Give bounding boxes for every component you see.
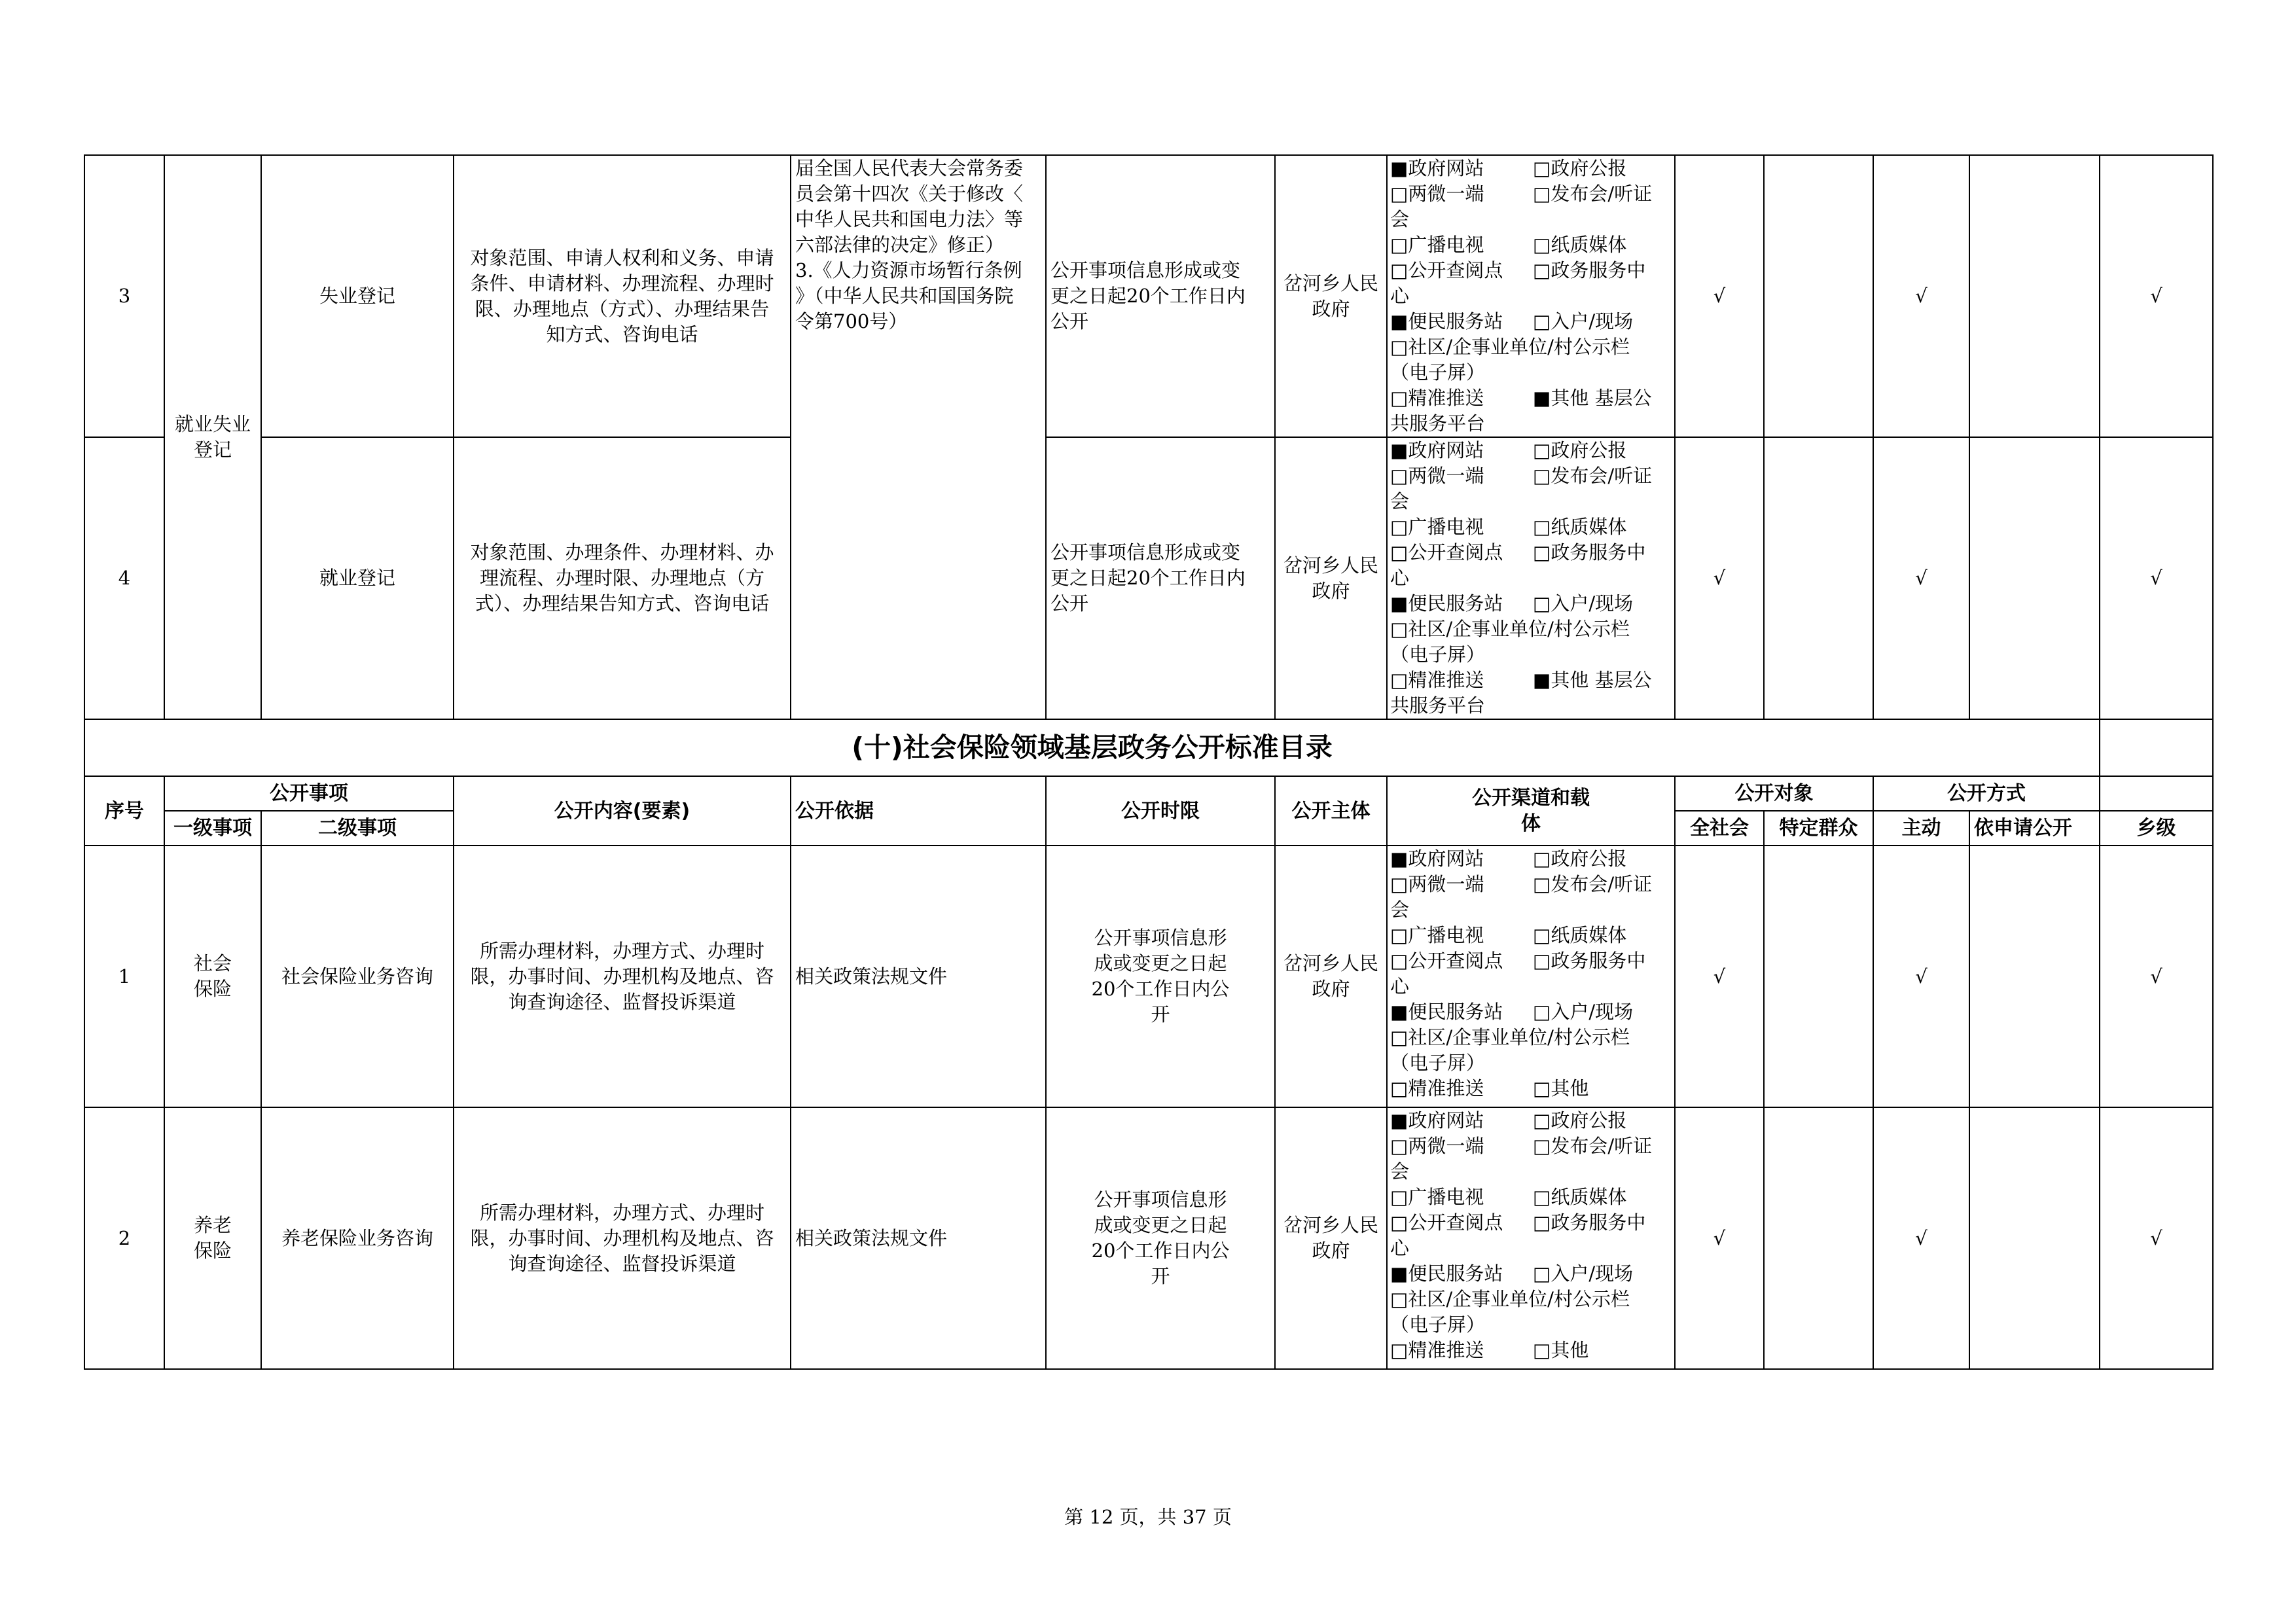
check-specific <box>1764 846 1873 1107</box>
text-line: 限、办理地点（方式）、办理结果告 <box>475 297 770 320</box>
channel-option-row <box>1390 540 1672 565</box>
channel-option: □入户/现场 <box>1533 1001 1634 1023</box>
section-title: (十)社会保险领域基层政务公开标准目录 <box>84 719 2100 776</box>
table-row <box>84 1107 2213 1369</box>
directory-table <box>84 154 2214 1370</box>
channel-option-row <box>1390 668 1672 693</box>
text-line: 所需办理材料，办理方式、办理时 <box>479 1201 764 1224</box>
check-active: √ <box>1873 846 1969 1107</box>
channel-option-row <box>1390 1025 1672 1050</box>
channel-option-row <box>1390 591 1672 616</box>
channel-option-row <box>1390 309 1672 334</box>
table-row <box>84 437 2213 719</box>
channel-option: 心 <box>1390 567 1410 589</box>
subject-text <box>1280 271 1382 322</box>
channel-option: 会 <box>1390 1160 1410 1183</box>
check-town: √ <box>2100 1107 2213 1369</box>
text-line: 对象范围、申请人权利和义务、申请 <box>470 246 774 269</box>
channel-option: □纸质媒体 <box>1533 924 1627 946</box>
time-text <box>1050 540 1270 616</box>
text-line: 更之日起20个工作日内 <box>1050 285 1246 307</box>
channel-option-row <box>1390 923 1672 948</box>
check-specific <box>1764 1107 1873 1369</box>
channel-option-row <box>1390 974 1672 999</box>
channel-option: □纸质媒体 <box>1533 234 1627 256</box>
text-line: 岔河乡人民 <box>1283 554 1378 577</box>
check-town: √ <box>2100 437 2213 719</box>
channel-option: ■政府网站 <box>1390 847 1484 870</box>
header-content: 公开内容(要素) <box>454 776 791 846</box>
channel-option-row <box>1390 181 1672 207</box>
subject-text <box>1280 1213 1382 1264</box>
channel-option: □发布会/听证 <box>1533 183 1653 205</box>
channel-option: 会 <box>1390 490 1410 512</box>
channel-option: □精准推送 <box>1390 387 1484 409</box>
channel-option: □公开查阅点 <box>1390 259 1503 281</box>
header-subject: 公开主体 <box>1275 776 1387 846</box>
channel-option: □其他 <box>1533 1339 1589 1361</box>
content-text <box>458 1200 786 1277</box>
header-all-society: 全社会 <box>1675 811 1764 846</box>
check-town: √ <box>2100 846 2213 1107</box>
text-line: 政府 <box>1312 297 1350 320</box>
channel-option-row <box>1390 1108 1672 1133</box>
channel-option: □社区/企事业单位/村公示栏 <box>1390 1026 1630 1048</box>
channel-cell <box>1387 1107 1675 1369</box>
channel-option: □政务服务中 <box>1533 259 1646 281</box>
channel-option: □两微一端 <box>1390 1135 1484 1157</box>
text-line: 岔河乡人民 <box>1283 1214 1378 1236</box>
channel-option-row <box>1390 1133 1672 1159</box>
check-active: √ <box>1873 1107 1969 1369</box>
channel-option-row <box>1390 207 1672 232</box>
section-title-row <box>84 719 2213 776</box>
channel-option: □入户/现场 <box>1533 1262 1634 1285</box>
text-line: 政府 <box>1312 1240 1350 1262</box>
time-text <box>1050 925 1270 1027</box>
channel-option: □入户/现场 <box>1533 592 1634 615</box>
text-line: 成或变更之日起 <box>1094 952 1227 974</box>
text-line: 公开事项信息形成或变 <box>1050 259 1241 281</box>
content-text <box>458 938 786 1015</box>
header-active: 主动 <box>1873 811 1969 846</box>
channel-option: □两微一端 <box>1390 465 1484 487</box>
channel-option-row <box>1390 1338 1672 1363</box>
content-cell <box>454 437 791 719</box>
check-all-society: √ <box>1675 155 1764 437</box>
header-level2: 二级事项 <box>261 811 454 846</box>
page-footer: 第 12 页，共 37 页 <box>1064 1506 1232 1528</box>
channel-option: □政务服务中 <box>1533 1211 1646 1234</box>
channel-option: □广播电视 <box>1390 234 1484 256</box>
text-line: 社会 <box>193 952 232 974</box>
channel-option-row <box>1390 360 1672 385</box>
check-on-request <box>1969 437 2100 719</box>
channel-option-row <box>1390 1159 1672 1185</box>
time-cell <box>1046 155 1275 437</box>
channel-option-row <box>1390 642 1672 668</box>
channel-option-row <box>1390 1210 1672 1236</box>
text-line: 公开事项信息形 <box>1094 1188 1227 1211</box>
header-items: 公开事项 <box>164 776 454 811</box>
content-cell <box>454 1107 791 1369</box>
content-cell <box>454 846 791 1107</box>
text-line: 就业失业 <box>174 413 251 435</box>
channel-option: □政府公报 <box>1533 157 1627 179</box>
channel-option: ■政府网站 <box>1390 157 1484 179</box>
channel-option-row <box>1390 334 1672 360</box>
channel-option-row <box>1390 616 1672 642</box>
channel-option: 心 <box>1390 285 1410 307</box>
text-line: 公开事项信息形成或变 <box>1050 541 1241 563</box>
header-specific: 特定群众 <box>1764 811 1873 846</box>
channel-option: □广播电视 <box>1390 924 1484 946</box>
table-row <box>84 846 2213 1107</box>
channel-option: □两微一端 <box>1390 183 1484 205</box>
text-line: 公开 <box>1050 310 1089 332</box>
channel-option: ■便民服务站 <box>1390 1001 1503 1023</box>
check-on-request <box>1969 1107 2100 1369</box>
channel-option-row <box>1390 1236 1672 1261</box>
channel-option: □发布会/听证 <box>1533 465 1653 487</box>
channel-option: （电子屏） <box>1390 361 1486 383</box>
channel-cell <box>1387 846 1675 1107</box>
text-line: 中华人民共和国电力法〉等 <box>795 208 1024 230</box>
channel-option: ■便民服务站 <box>1390 592 1503 615</box>
text-line: 岔河乡人民 <box>1283 952 1378 974</box>
channel-option: 心 <box>1390 1237 1410 1259</box>
check-on-request <box>1969 846 2100 1107</box>
text-line: 所需办理材料，办理方式、办理时 <box>479 939 764 962</box>
text-line: 对象范围、办理条件、办理材料、办 <box>470 541 774 563</box>
text-line: 登记 <box>193 438 232 461</box>
header-on-request: 依申请公开 <box>1969 811 2100 846</box>
channel-option: □政府公报 <box>1533 1109 1627 1132</box>
channel-option-row <box>1390 897 1672 923</box>
channel-list <box>1390 846 1672 1101</box>
channel-option: □精准推送 <box>1390 1339 1484 1361</box>
subject-cell <box>1275 437 1387 719</box>
channel-option-row <box>1390 948 1672 974</box>
channel-option-row <box>1390 846 1672 872</box>
channel-option: （电子屏） <box>1390 1313 1486 1336</box>
channel-option-row <box>1390 514 1672 540</box>
text-line: 令第700号） <box>795 310 908 332</box>
check-specific <box>1764 155 1873 437</box>
time-text <box>1050 1187 1270 1289</box>
channel-option-row <box>1390 999 1672 1025</box>
channel-cell <box>1387 437 1675 719</box>
channel-option: □政务服务中 <box>1533 950 1646 972</box>
seq-cell: 3 <box>84 155 164 437</box>
text-line: 保险 <box>193 1240 232 1262</box>
channel-option-row <box>1390 463 1672 489</box>
channel-option: 会 <box>1390 899 1410 921</box>
channel-option: □政务服务中 <box>1533 541 1646 563</box>
subject-text <box>1280 951 1382 1002</box>
channel-list <box>1390 156 1672 437</box>
channel-option-row <box>1390 1261 1672 1287</box>
check-all-society: √ <box>1675 1107 1764 1369</box>
table-row <box>84 155 2213 437</box>
level1-text <box>169 951 257 1002</box>
text-line: 体 <box>1521 812 1541 835</box>
header-channel-text <box>1391 785 1670 836</box>
channel-option-row <box>1390 258 1672 283</box>
check-town: √ <box>2100 155 2213 437</box>
channel-option: □纸质媒体 <box>1533 1186 1627 1208</box>
channel-option: 心 <box>1390 975 1410 997</box>
text-line: 询查询途径、监督投诉渠道 <box>508 990 736 1013</box>
channel-option: □纸质媒体 <box>1533 516 1627 538</box>
header-blank <box>2100 776 2213 811</box>
text-line: 公开 <box>1050 592 1089 615</box>
channel-option-row <box>1390 489 1672 514</box>
channel-option-row <box>1390 411 1672 437</box>
channel-option: ■其他 基层公 <box>1533 669 1652 691</box>
channel-option-row <box>1390 1287 1672 1312</box>
channel-option: □政府公报 <box>1533 847 1627 870</box>
channel-option: □其他 <box>1533 1077 1589 1099</box>
channel-option: □发布会/听证 <box>1533 873 1653 895</box>
text-line: 20个工作日内公 <box>1091 978 1230 1000</box>
level1-cell <box>164 1107 261 1369</box>
seq-cell: 4 <box>84 437 164 719</box>
header-basis: 公开依据 <box>791 776 1046 846</box>
time-cell <box>1046 846 1275 1107</box>
channel-list <box>1390 1108 1672 1363</box>
subject-text <box>1280 553 1382 604</box>
channel-option-row <box>1390 385 1672 411</box>
level2-cell: 养老保险业务咨询 <box>261 1107 454 1369</box>
level2-cell: 失业登记 <box>261 155 454 437</box>
channel-list <box>1390 438 1672 719</box>
channel-option: （电子屏） <box>1390 643 1486 666</box>
channel-option: □公开查阅点 <box>1390 1211 1503 1234</box>
header-town: 乡级 <box>2100 811 2213 846</box>
text-line: 3.《人力资源市场暂行条例 <box>795 259 1022 281</box>
level1-cell <box>164 155 261 719</box>
text-line: 开 <box>1151 1003 1170 1026</box>
section-title-blank <box>2100 719 2213 776</box>
basis-cell <box>791 155 1046 719</box>
text-line: 限，办事时间、办理机构及地点、咨 <box>470 965 774 988</box>
check-active: √ <box>1873 155 1969 437</box>
channel-option: □两微一端 <box>1390 873 1484 895</box>
channel-option-row <box>1390 693 1672 719</box>
header-time: 公开时限 <box>1046 776 1275 846</box>
text-line: 保险 <box>193 978 232 1000</box>
channel-option: 共服务平台 <box>1390 694 1486 717</box>
channel-option: □精准推送 <box>1390 669 1484 691</box>
level2-cell: 社会保险业务咨询 <box>261 846 454 1107</box>
channel-option: □精准推送 <box>1390 1077 1484 1099</box>
check-all-society: √ <box>1675 846 1764 1107</box>
channel-option: □广播电视 <box>1390 516 1484 538</box>
channel-option-row <box>1390 156 1672 181</box>
channel-option-row <box>1390 1076 1672 1101</box>
subject-cell <box>1275 846 1387 1107</box>
text-line: 员会第十四次《关于修改〈 <box>795 183 1024 205</box>
text-line: 成或变更之日起 <box>1094 1214 1227 1236</box>
text-line: 政府 <box>1312 978 1350 1000</box>
text-line: 更之日起20个工作日内 <box>1050 567 1246 589</box>
check-all-society: √ <box>1675 437 1764 719</box>
channel-option: 共服务平台 <box>1390 412 1486 435</box>
channel-option: ■其他 基层公 <box>1533 387 1652 409</box>
time-cell <box>1046 437 1275 719</box>
text-line: 限，办事时间、办理机构及地点、咨 <box>470 1226 774 1249</box>
channel-option-row <box>1390 283 1672 309</box>
text-line: 询查询途径、监督投诉渠道 <box>508 1252 736 1275</box>
channel-option: □社区/企事业单位/村公示栏 <box>1390 336 1630 358</box>
basis-cell: 相关政策法规文件 <box>791 846 1046 1107</box>
channel-option-row <box>1390 1312 1672 1338</box>
level1-text <box>169 1213 257 1264</box>
channel-option: （电子屏） <box>1390 1052 1486 1074</box>
channel-option-row <box>1390 872 1672 897</box>
channel-option: ■政府网站 <box>1390 1109 1484 1132</box>
content-text <box>458 245 786 348</box>
header-target: 公开对象 <box>1675 776 1873 811</box>
header-method: 公开方式 <box>1873 776 2100 811</box>
time-cell <box>1046 1107 1275 1369</box>
header-seq: 序号 <box>84 776 164 846</box>
text-line: 理流程、办理时限、办理地点（方 <box>479 567 764 589</box>
basis-cell: 相关政策法规文件 <box>791 1107 1046 1369</box>
channel-option: □政府公报 <box>1533 439 1627 461</box>
text-line: 届全国人民代表大会常务委 <box>795 157 1024 179</box>
level2-cell: 就业登记 <box>261 437 454 719</box>
text-line: 20个工作日内公 <box>1091 1240 1230 1262</box>
channel-option: ■政府网站 <box>1390 439 1484 461</box>
time-text <box>1050 258 1270 334</box>
seq-cell: 1 <box>84 846 164 1107</box>
channel-option: □入户/现场 <box>1533 310 1634 332</box>
channel-option: □社区/企事业单位/村公示栏 <box>1390 618 1630 640</box>
channel-option-row <box>1390 565 1672 591</box>
text-line: 养老 <box>193 1214 232 1236</box>
level1-cell <box>164 846 261 1107</box>
header-row <box>84 776 2213 811</box>
channel-option: 会 <box>1390 208 1410 230</box>
channel-option-row <box>1390 1185 1672 1210</box>
channel-cell <box>1387 155 1675 437</box>
channel-option-row <box>1390 1050 1672 1076</box>
content-text <box>458 540 786 616</box>
content-cell <box>454 155 791 437</box>
text-line: 六部法律的决定》修正） <box>795 234 1005 256</box>
text-line: 政府 <box>1312 579 1350 602</box>
channel-option: □发布会/听证 <box>1533 1135 1653 1157</box>
text-line: 条件、申请材料、办理流程、办理时 <box>470 272 774 294</box>
header-level1: 一级事项 <box>164 811 261 846</box>
channel-option: □公开查阅点 <box>1390 541 1503 563</box>
text-line: 公开事项信息形 <box>1094 927 1227 949</box>
text-line: 知方式、咨询电话 <box>546 323 698 346</box>
channel-option: □社区/企事业单位/村公示栏 <box>1390 1288 1630 1310</box>
channel-option: ■便民服务站 <box>1390 1262 1503 1285</box>
header-channel <box>1387 776 1675 846</box>
subject-cell <box>1275 155 1387 437</box>
check-active: √ <box>1873 437 1969 719</box>
level1-text <box>169 412 257 463</box>
channel-option: ■便民服务站 <box>1390 310 1503 332</box>
subject-cell <box>1275 1107 1387 1369</box>
basis-text <box>795 156 1041 334</box>
text-line: 》（中华人民共和国国务院 <box>795 285 1014 307</box>
channel-option-row <box>1390 438 1672 463</box>
check-specific <box>1764 437 1873 719</box>
text-line: 式）、办理结果告知方式、咨询电话 <box>475 592 770 615</box>
text-line: 岔河乡人民 <box>1283 272 1378 294</box>
seq-cell: 2 <box>84 1107 164 1369</box>
channel-option: □公开查阅点 <box>1390 950 1503 972</box>
text-line: 公开渠道和载 <box>1472 787 1590 810</box>
text-line: 开 <box>1151 1265 1170 1287</box>
channel-option-row <box>1390 232 1672 258</box>
channel-option: □广播电视 <box>1390 1186 1484 1208</box>
check-on-request <box>1969 155 2100 437</box>
